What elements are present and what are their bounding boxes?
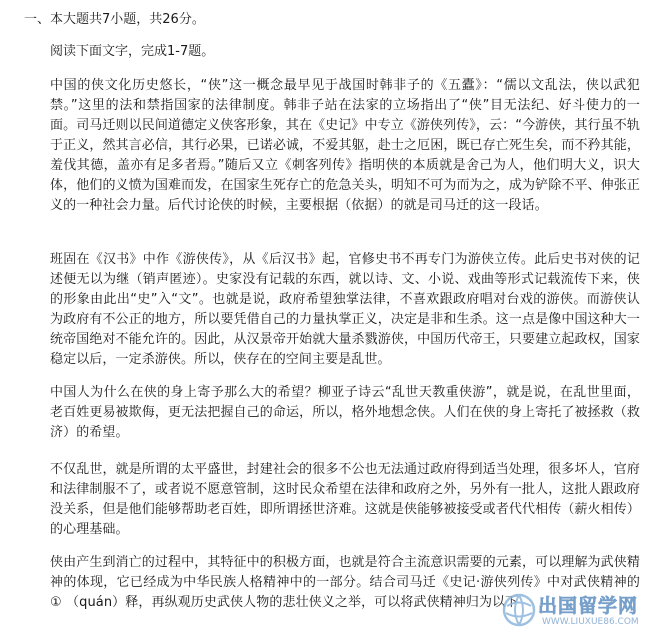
site-watermark [502, 587, 662, 631]
reading-instruction: 阅读下面文字，完成1-7题。 [50, 44, 215, 59]
paragraph-2: 班固在《汉书》中作《游侠传》，从《后汉书》起，官修史书不再专门为游侠立传。此后史书对侠的记述便无以为继（销声匿迹）。史家没有记载的东西，就以诗、文、小说、戏曲等形式记载流传下来，侠的形象由此出“史”入“文”。也就是说，政府希望独掌法律，不喜欢跟政府唱对台戏的游侠。而游侠认为政府有不公正的地方，所以要凭借自己的力量执掌正义，决定是非和生杀。这一点是像中国这种大一统帝国绝对不能允许的。因此，从汉景帝开始就大量杀戮游侠，中国历代帝王，只要建立起政权，国家稳定以后，一定杀游侠。所以，侠存在的空间主要是乱世。 [50, 252, 640, 367]
watermark-url: WWW.LIUXUE86.COM [542, 617, 639, 627]
paragraph-3: 中国人为什么在侠的身上寄予那么大的希望？柳亚子诗云“乱世天教重侠游”，就是说，在乱世里面，老百姓更易被欺侮，更无法把握自己的命运，所以，格外地想念侠。人们在侠的身上寄托了被拯救（救济）的希望。 [50, 385, 640, 440]
paragraph-4: 不仅乱世，就是所谓的太平盛世，封建社会的很多不公也无法通过政府得到适当处理，很多坏人，官府和法律制服不了，或者说不愿意管制，这时民众希望在法律和政府之外，另外有一批人，这批人跟政府没关系，但是他们能够帮助老百姓，即所谓拯世济难。这就是侠能够被接受或者代代相传（薪火相传）的心理基础。 [50, 462, 640, 537]
watermark-brand: 出国留学网 [538, 595, 639, 617]
paragraph-1: 中国的侠文化历史悠长，“侠”这一概念最早见于战国时韩非子的《五蠹》：“儒以文乱法，侠以武犯禁。”这里的法和禁指国家的法律制度。韩非子站在法家的立场指出了“侠”目无法纪、好斗使力的一面。司马迁则以民间道德定义侠客形象，其在《史记》中专立《游侠列传》，云：“今游侠，其行虽不轨于正义，然其言必信，其行必果，已诺必诚，不爱其躯，赴士之厄困，既已存亡死生矣，而不矜其能，羞伐其德，盖亦有足多者焉。”随后又立《刺客列传》指明侠的本质就是舍己为人，他们明大义，识大体，他们的义愤为国难而发，在国家生死存亡的危急关头，明知不可为而为之，成为铲除不平、伸张正义的一种社会力量。后代讨论侠的时候，主要根据（依据）的就是司马迁的这一段话。 [50, 78, 640, 213]
section-header: 一、本大题共7小题，共26分。 [24, 12, 205, 27]
globe-logo-icon [502, 593, 536, 627]
paragraph-5: 侠由产生到消亡的过程中，其特征中的积极方面，也就是符合主流意识需要的元素，可以理解为武侠精神的体现，它已经成为中华民族人格精神中的一部分。结合司马迁《史记·游侠列传》中对武侠精神的 ① （quán）释，再纵观历史武侠人物的悲壮侠义之举，可以将武侠精神归为以下 [50, 555, 640, 610]
